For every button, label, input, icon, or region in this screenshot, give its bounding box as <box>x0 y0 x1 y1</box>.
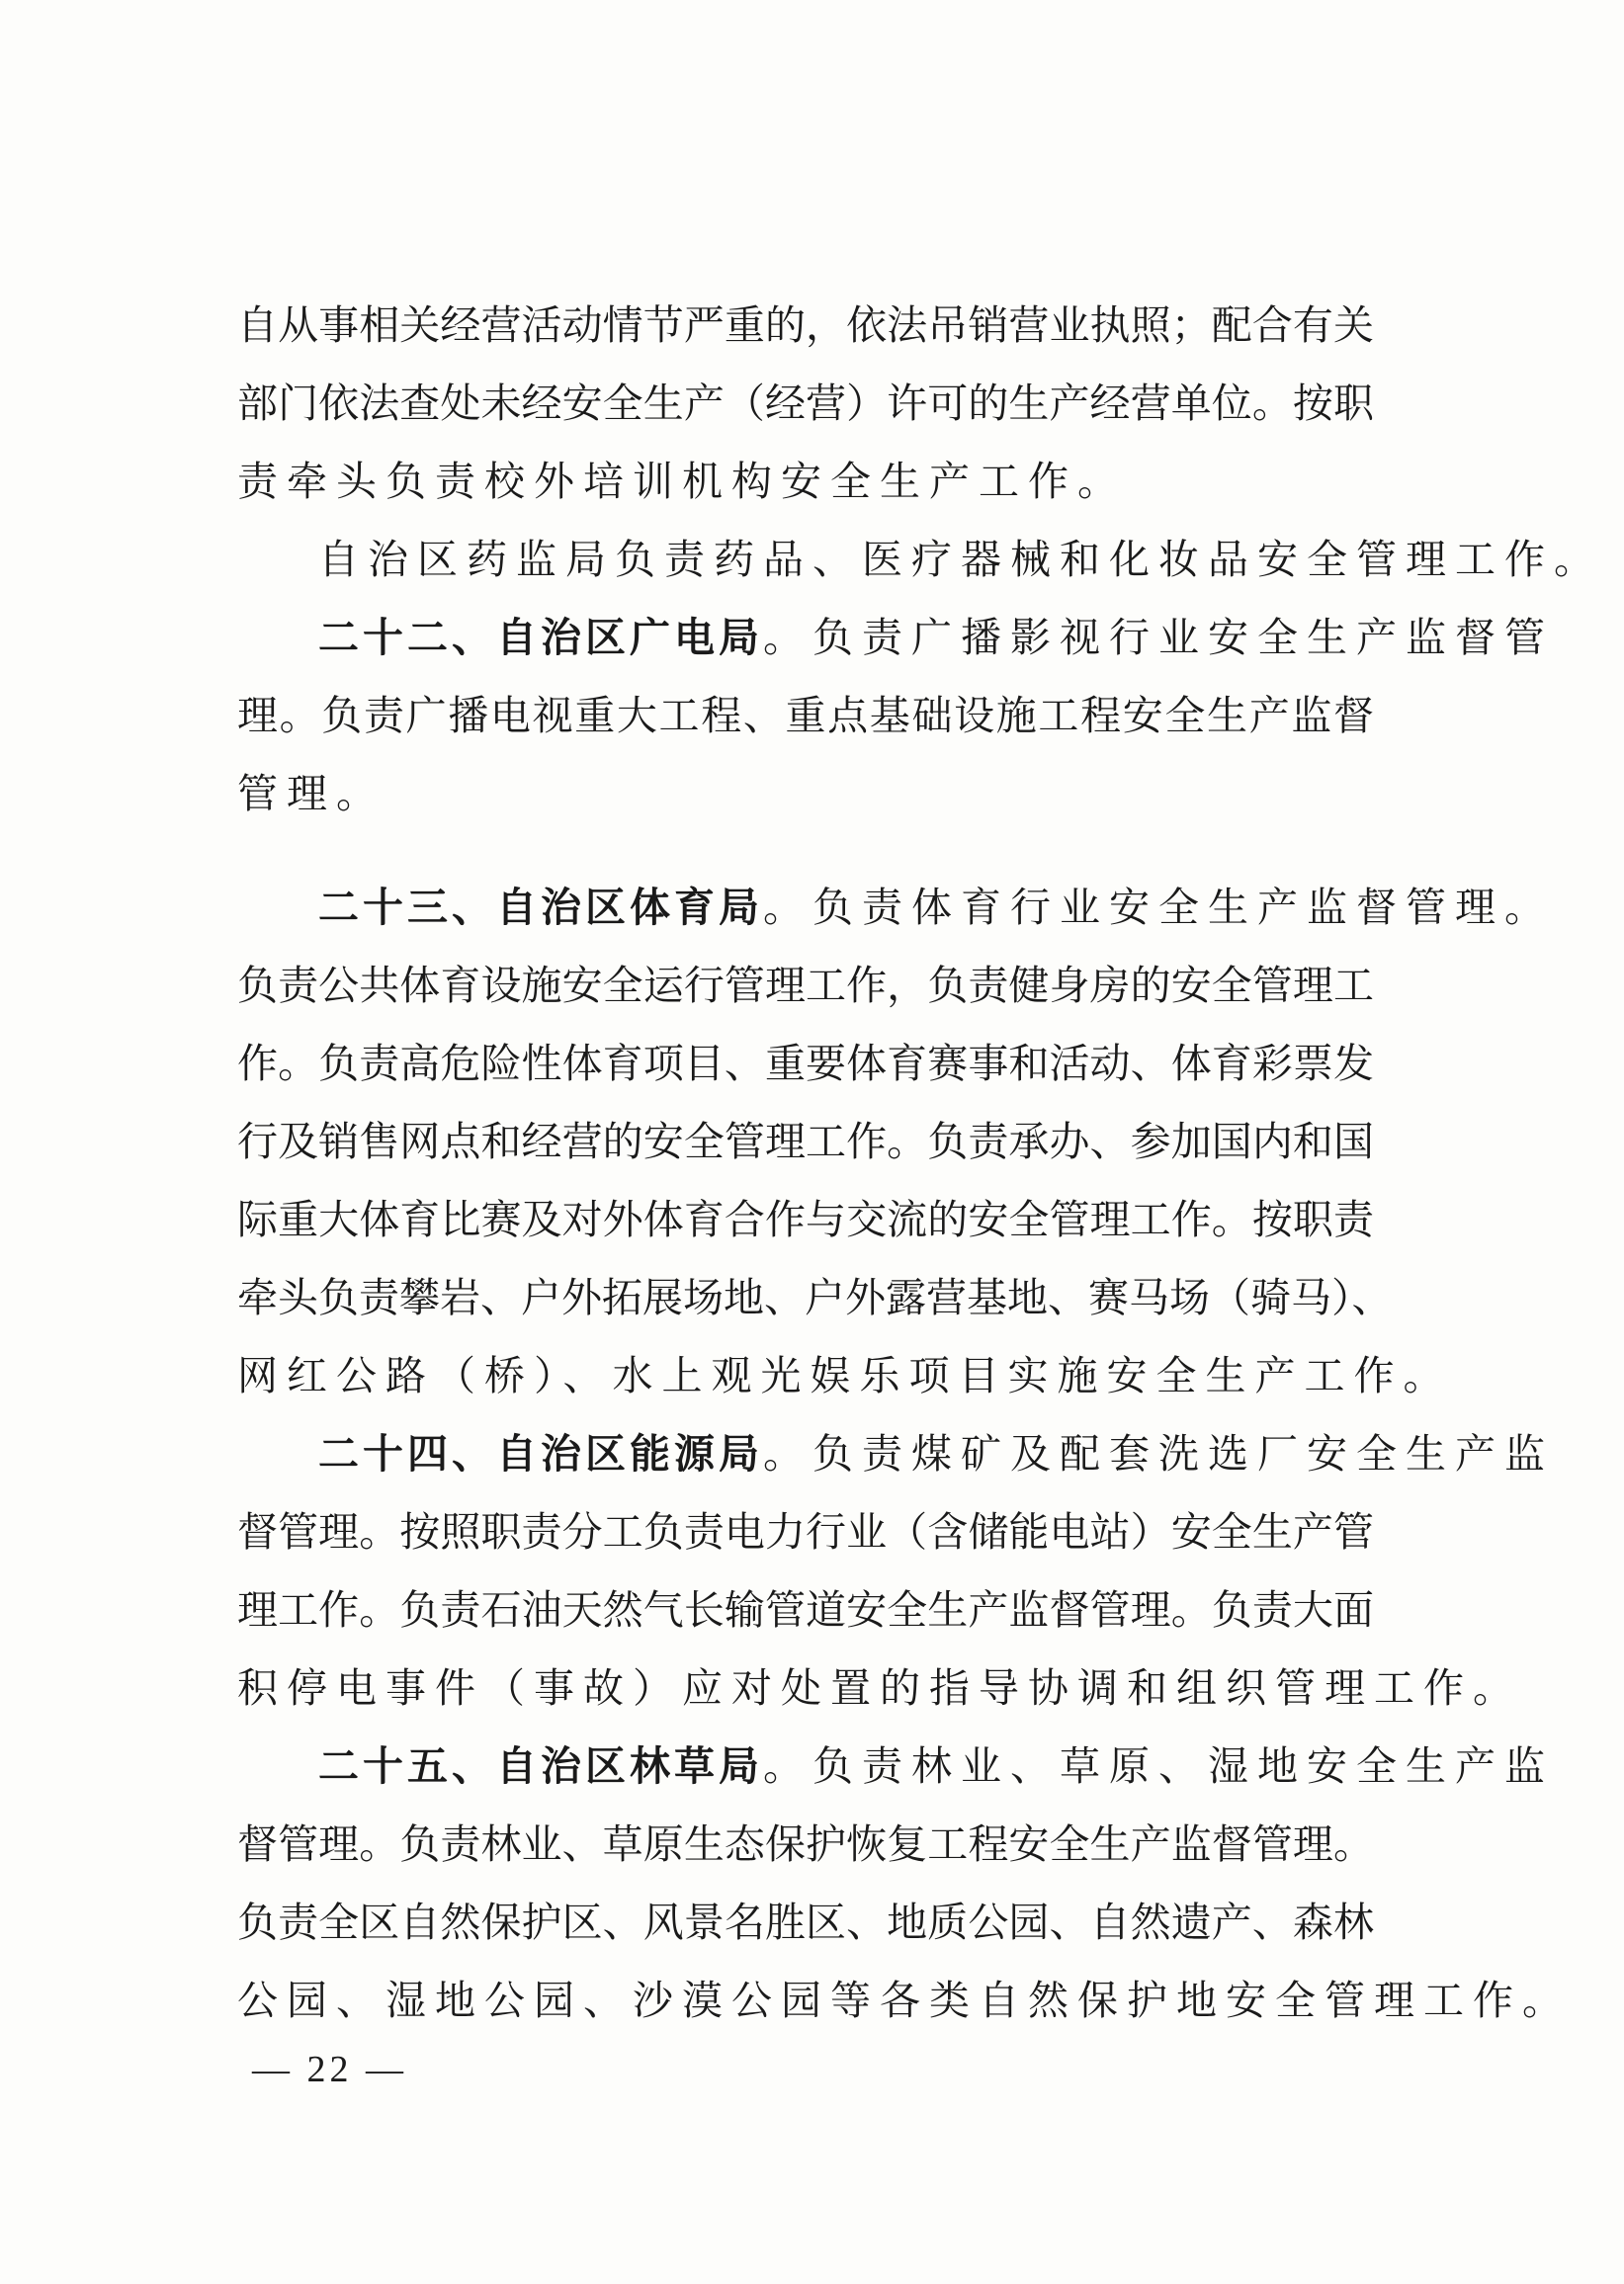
section-22-heading: 二十二、自治区广电局 <box>318 614 763 661</box>
paragraph-line: 公园、湿地公园、沙漠公园等各类自然保护地安全管理工作。 <box>237 1977 1572 2024</box>
paragraph-line: 责牵头负责校外培训机构安全生产工作。 <box>237 458 1127 505</box>
paragraph-line: 理工作。负责石油天然气长输管道安全生产监督管理。负责大面 <box>237 1586 1374 1634</box>
section-25-heading: 二十五、自治区林草局 <box>318 1742 763 1790</box>
section-22-first-line <box>237 599 1554 677</box>
page-number: — 22 — <box>252 2049 407 2090</box>
paragraph-line: 督管理。按照职责分工负责电力行业（含储能电站）安全生产管 <box>237 1508 1374 1556</box>
section-24-first-line <box>237 1415 1554 1493</box>
paragraph-line: 负责公共体育设施安全运行管理工作，负责健身房的安全管理工 <box>237 962 1374 1009</box>
section-25-text: 。负责林业、草原、湿地安全生产监 <box>763 1742 1554 1790</box>
paragraph-line: 自治区药监局负责药品、医疗器械和化妆品安全管理工作。 <box>318 536 1603 583</box>
paragraph-line: 牵头负责攀岩、户外拓展场地、户外露营基地、赛马场（骑马）、 <box>237 1274 1393 1321</box>
paragraph-line: 作。负责高危险性体育项目、重要体育赛事和活动、体育彩票发 <box>237 1040 1374 1087</box>
paragraph-line: 管理。 <box>237 770 385 817</box>
section-23-text: 。负责体育行业安全生产监督管理。 <box>763 884 1554 931</box>
document-body <box>237 287 1603 2040</box>
paragraph-line: 负责全区自然保护区、风景名胜区、地质公园、自然遗产、森林 <box>237 1899 1374 1946</box>
section-24-heading: 二十四、自治区能源局 <box>318 1430 763 1478</box>
section-23-heading: 二十三、自治区体育局 <box>318 884 763 931</box>
paragraph-line: 自从事相关经营活动情节严重的，依法吊销营业执照；配合有关 <box>237 301 1374 349</box>
paragraph-line: 网红公路（桥）、水上观光娱乐项目实施安全生产工作。 <box>237 1352 1453 1399</box>
section-22-text: 。负责广播影视行业安全生产监督管 <box>763 614 1554 661</box>
section-23-first-line <box>237 869 1554 947</box>
paragraph-line: 部门依法查处未经安全生产（经营）许可的生产经营单位。按职 <box>237 380 1374 427</box>
section-25-first-line <box>237 1728 1554 1806</box>
paragraph-line: 行及销售网点和经营的安全管理工作。负责承办、参加国内和国 <box>237 1118 1374 1165</box>
paragraph-line: 积停电事件（事故）应对处置的指导协调和组织管理工作。 <box>237 1664 1522 1712</box>
paragraph-line: 际重大体育比赛及对外体育合作与交流的安全管理工作。按职责 <box>237 1196 1374 1243</box>
paragraph-line: 督管理。负责林业、草原生态保护恢复工程安全生产监督管理。 <box>237 1820 1374 1868</box>
section-24-text: 。负责煤矿及配套洗选厂安全生产监 <box>763 1430 1554 1478</box>
paragraph-line: 理。负责广播电视重大工程、重点基础设施工程安全生产监督 <box>237 692 1374 739</box>
